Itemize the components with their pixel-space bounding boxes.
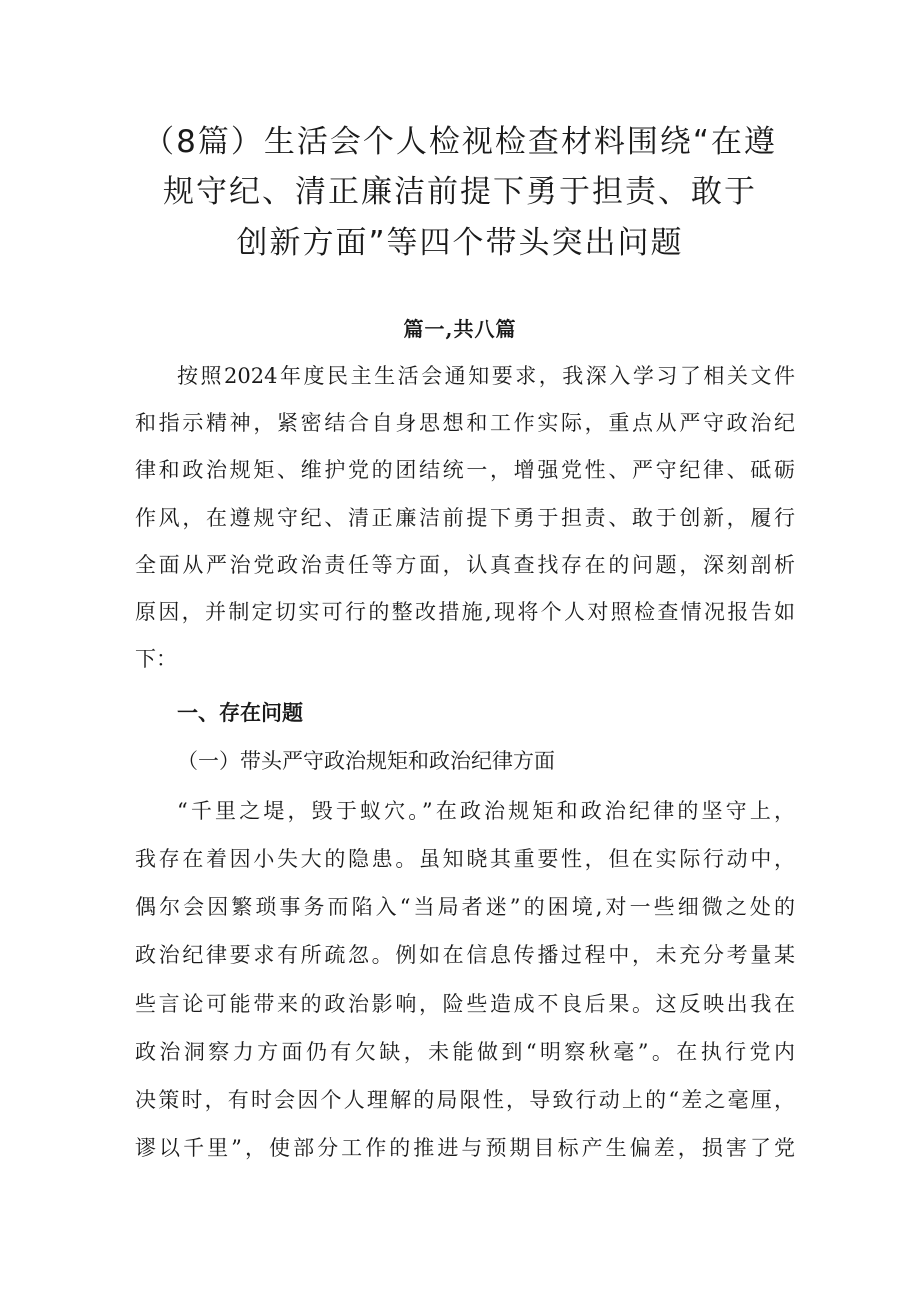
intro-line-3: 律和政治规矩、维护党的团结统一，增强党性、严守纪律、砥砺 (135, 458, 795, 482)
title-line-3: 创新方面”等四个带头突出问题 (236, 225, 684, 261)
body-line-7: 决策时，有时会因个人理解的局限性，导致行动上的“差之毫厘， (135, 1088, 795, 1112)
intro-line-1: 按照2024年度民主生活会通知要求，我深入学习了相关文件 (177, 364, 795, 388)
intro-line-7: 下： (135, 647, 177, 671)
title-line-1: （8篇）生活会个人检视检查材料围绕“在遵 (143, 124, 777, 160)
body-line-4: 政治纪律要求有所疏忽。例如在信息传播过程中，未充分考量某 (135, 943, 795, 967)
sub-heading: （一）带头严守政治规矩和政治纪律方面 (177, 749, 555, 773)
body-line-6: 政治洞察力方面仍有欠缺，未能做到“明察秋毫”。在执行党内 (135, 1040, 795, 1064)
article-subtitle: 篇一,共八篇 (403, 317, 517, 341)
body-line-1: “千里之堤，毁于蚁穴。”在政治规矩和政治纪律的坚守上， (177, 799, 795, 823)
body-line-3: 偶尔会因繁琐事务而陷入“当局者迷”的困境,对一些细微之处的 (135, 895, 795, 919)
intro-line-4: 作风，在遵规守纪、清正廉洁前提下勇于担责、敢于创新，履行 (135, 506, 795, 530)
intro-line-5: 全面从严治党政治责任等方面，认真查找存在的问题，深刻剖析 (135, 553, 795, 577)
section-heading: 一、存在问题 (177, 701, 303, 725)
body-line-5: 些言论可能带来的政治影响，险些造成不良后果。这反映出我在 (135, 992, 795, 1016)
body-line-8: 谬以千里”，使部分工作的推进与预期目标产生偏差，损害了党 (135, 1136, 795, 1160)
intro-line-6: 原因，并制定切实可行的整改措施,现将个人对照检查情况报告如 (135, 600, 795, 624)
body-line-2: 我存在着因小失大的隐患。虽知晓其重要性，但在实际行动中， (135, 847, 795, 871)
intro-line-2: 和指示精神，紧密结合自身思想和工作实际，重点从严守政治纪 (135, 411, 795, 435)
title-line-2: 规守纪、清正廉洁前提下勇于担责、敢于 (163, 174, 757, 210)
